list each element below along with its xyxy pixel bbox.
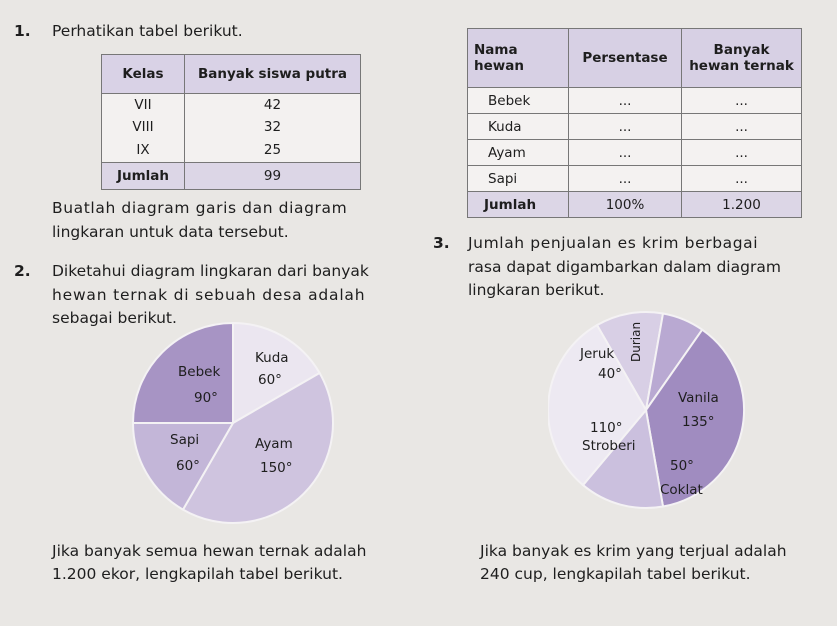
q2-bottom-line2: 1.200 ekor, lengkapilah tabel berikut.	[52, 565, 343, 583]
q2-line3: sebagai berikut.	[52, 309, 177, 327]
table-row	[468, 166, 802, 192]
q1-instruction-line1: Buatlah diagram garis dan diagram	[52, 199, 348, 217]
pie-label-stroberi: Stroberi	[582, 438, 636, 454]
pie-label-bebek: Bebek	[178, 364, 221, 380]
q2-line1: Diketahui diagram lingkaran dari banyak	[52, 262, 369, 280]
pie-value-stroberi: 110°	[590, 420, 623, 436]
pie-label-jeruk: Jeruk	[580, 346, 615, 362]
livestock-table-header	[468, 29, 802, 88]
cell-count: 25	[185, 138, 361, 163]
cell-animal: Sapi	[468, 166, 569, 192]
cell-amount: ...	[682, 140, 802, 166]
cell-kelas: IX	[102, 138, 185, 163]
cell-amount: ...	[682, 88, 802, 114]
cell-count: 42	[185, 94, 361, 117]
q1-instruction-line2: lingkaran untuk data tersebut.	[52, 223, 289, 241]
header-nama-hewan: Nama hewan	[468, 29, 569, 88]
livestock-table	[467, 28, 802, 218]
pie-value-sapi: 60°	[176, 458, 200, 474]
q2-bottom-line1: Jika banyak semua hewan ternak adalah	[52, 542, 367, 560]
cell-total-amount: 1.200	[682, 192, 802, 218]
cell-percent: ...	[569, 88, 682, 114]
cell-count: 32	[185, 116, 361, 138]
cell-animal: Ayam	[468, 140, 569, 166]
table-total-row	[468, 192, 802, 218]
table-row	[468, 114, 802, 140]
pie-value-ayam: 150°	[260, 460, 293, 476]
q3-line2: rasa dapat digambarkan dalam diagram	[468, 258, 781, 276]
pie-label-coklat: Coklat	[660, 482, 703, 498]
cell-percent: ...	[569, 166, 682, 192]
pie-value-coklat: 50°	[670, 458, 694, 474]
q3-line3: lingkaran berikut.	[468, 281, 605, 299]
cell-kelas: VIII	[102, 116, 185, 138]
cell-percent: ...	[569, 114, 682, 140]
cell-total-label: Jumlah	[102, 163, 185, 190]
cell-amount: ...	[682, 166, 802, 192]
q2-number: 2.	[14, 262, 31, 280]
q1-number: 1.	[14, 22, 31, 40]
cell-total-value: 99	[185, 163, 361, 190]
pie-label-vanila: Vanila	[678, 390, 719, 406]
header-banyak-hewan: Banyak hewan ternak	[682, 29, 802, 88]
q3-number: 3.	[433, 234, 450, 252]
pie-value-jeruk: 40°	[598, 366, 622, 382]
table-row	[468, 88, 802, 114]
pie-label-kuda: Kuda	[255, 350, 289, 366]
q2-line2: hewan ternak di sebuah desa adalah	[52, 286, 366, 304]
pie-value-bebek: 90°	[194, 390, 218, 406]
table-row	[102, 116, 361, 138]
cell-amount: ...	[682, 114, 802, 140]
q3-line1: Jumlah penjualan es krim berbagai	[468, 234, 759, 252]
q3-bottom-line1: Jika banyak es krim yang terjual adalah	[480, 542, 787, 560]
pie-value-kuda: 60°	[258, 372, 282, 388]
q3-bottom-line2: 240 cup, lengkapilah tabel berikut.	[480, 565, 751, 583]
header-kelas: Kelas	[102, 55, 185, 94]
livestock-pie-chart	[130, 320, 350, 540]
pie-label-ayam: Ayam	[255, 436, 293, 452]
header-banyak-siswa: Banyak siswa putra	[185, 55, 361, 94]
table-row	[102, 94, 361, 117]
cell-animal: Kuda	[468, 114, 569, 140]
pie-label-sapi: Sapi	[170, 432, 200, 448]
table-row	[102, 138, 361, 163]
cell-percent: ...	[569, 140, 682, 166]
cell-animal: Bebek	[468, 88, 569, 114]
cell-total-percent: 100%	[569, 192, 682, 218]
ice-cream-pie-chart	[548, 302, 758, 524]
pie-label-durian: Durian	[629, 321, 643, 362]
cell-kelas: VII	[102, 94, 185, 117]
table-row	[468, 140, 802, 166]
class-table	[101, 54, 361, 190]
table-total-row	[102, 163, 361, 190]
cell-total-label: Jumlah	[468, 192, 569, 218]
class-table-header	[102, 55, 361, 94]
pie-value-vanila: 135°	[682, 414, 715, 430]
header-persentase: Persentase	[569, 29, 682, 88]
q1-intro: Perhatikan tabel berikut.	[52, 22, 243, 40]
